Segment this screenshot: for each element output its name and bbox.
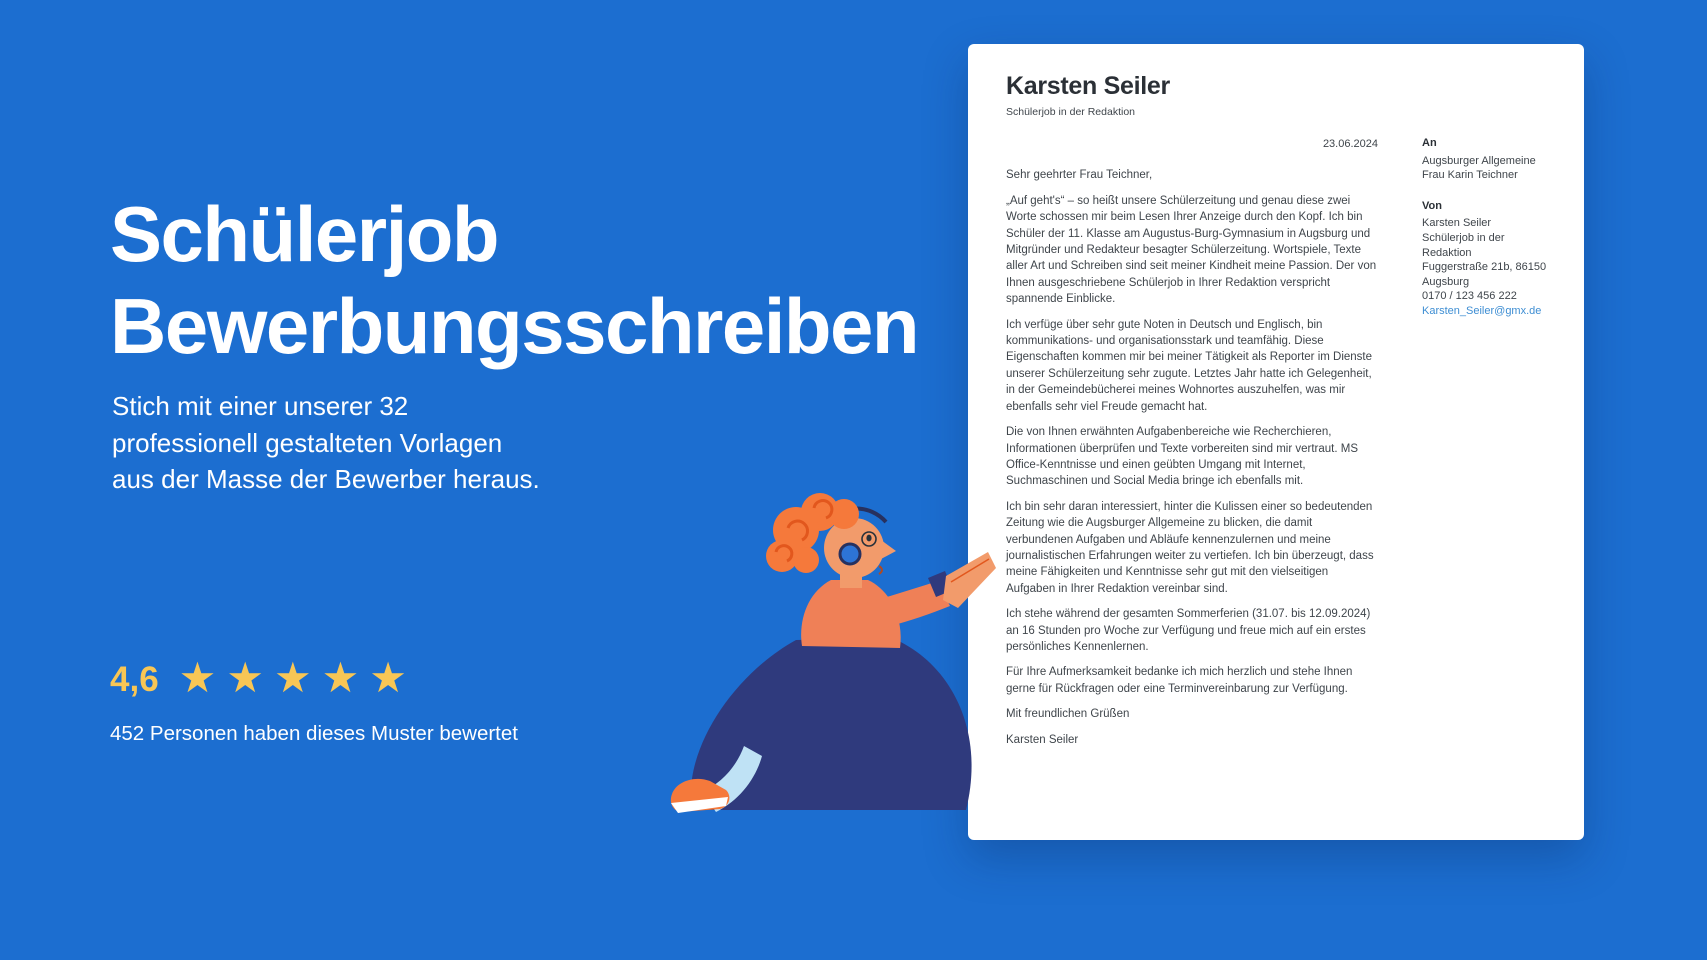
letter-sender-role: Schülerjob in der Redaktion [1006, 106, 1135, 118]
rating [110, 653, 417, 701]
recipient-line: Augsburger Allgemeine [1422, 154, 1536, 167]
sender-line: Schülerjob in der [1422, 231, 1505, 244]
letter-paragraphs [1006, 193, 1378, 697]
letter-signature: Karsten Seiler [1006, 733, 1079, 746]
letter-closing: Mit freundlichen Grüßen [1006, 708, 1130, 721]
person-illustration [648, 478, 1003, 818]
email-link[interactable]: Karsten_Seiler@gmx.de [1422, 304, 1542, 317]
letter-salutation: Sehr geehrter Frau Teichner, [1006, 169, 1153, 182]
letter-preview-card[interactable] [968, 44, 1584, 840]
rating-caption: 452 Personen haben dieses Muster bewertet [110, 722, 518, 745]
hero-subtitle-line: Stich mit einer unserer 32 [112, 391, 409, 421]
sender-line: Karsten Seiler [1422, 217, 1492, 230]
recipient-block [1422, 136, 1557, 183]
sender-line: Redaktion [1422, 246, 1472, 259]
star-icon: ★ [178, 653, 227, 701]
letter-body [1006, 136, 1378, 757]
letter-sidebar [1422, 136, 1557, 335]
hero-subtitle-line: professionell gestalteten Vorlagen [112, 427, 503, 458]
recipient-lines [1422, 154, 1557, 183]
letter-paragraph: Ich bin sehr daran interessiert, hinter die Kulissen einer so bedeutenden Zeitung wie die Augsburger Allgemeine zu blicken, die damit verbundenen Aufgaben und Abläufe kennenzulernen und meine journalistischen Erfahrungen weiter zu vertiefen. Ich bin überzeugt, dass meine Fähigkeiten und Kenntnisse sehr gut mit den vielseitigen Aufgaben in Ihrer Redaktion vereinbar sind. [1006, 500, 1374, 595]
person-illustration-svg [648, 478, 1003, 818]
star-icon: ★ [273, 653, 322, 701]
letter-paragraph: Für Ihre Aufmerksamkeit bedanke ich mich herzlich und stehe Ihnen gerne für Rückfragen oder eine Terminvereinbarung zur Verfügung. [1006, 666, 1353, 695]
sender-line: 0170 / 123 456 222 [1422, 290, 1517, 303]
letter-sender-name: Karsten Seiler [1006, 72, 1170, 100]
recipient-line: Frau Karin Teichner [1422, 169, 1518, 182]
star-rating-icons [178, 653, 417, 701]
letter-paragraph: Ich verfüge über sehr gute Noten in Deutsch und Englisch, bin kommunikations- und organisationsstark und teamfähig. Diese Eigenschaften kommen mir bei meiner Tätigkeit als Reporter im Dienste unserer Schülerzeitung sehr zugute. Letztes Jahr hatte ich Gelegenheit, in der Gemeindebücherei meines Wohnortes auszuhelfen, was mir ebenfalls sehr viel Freude gemacht hat. [1006, 318, 1373, 413]
star-icon: ★ [369, 653, 417, 701]
letter-paragraph: Ich stehe während der gesamten Sommerferien (31.07. bis 12.09.2024) an 16 Stunden pro Woche zur Verfügung und freue mich auf ein erstes persönliches Kennenlernen. [1006, 608, 1371, 653]
hero-subtitle-line: aus der Masse der Bewerber heraus. [112, 464, 540, 494]
page-title-line: Schülerjob [110, 190, 499, 278]
letter-paragraph: „Auf geht's“ – so heißt unsere Schülerzeitung und genau diese zwei Worte schossen mir beim Lesen Ihrer Anzeige durch den Kopf. Ich bin Schüler der 11. Klasse am Augustus-Burg-Gymnasium in Augsburg und Mitgründer und Redakteur besagter Schülerzeitung. Wortspiele, Texte aller Art und Schreiben sind seit meiner Kindheit meine Passion. Der von Ihnen ausgeschriebene Schülerjob in Ihrer Redaktion verspricht spannende Einblicke. [1006, 194, 1377, 306]
sender-line: Fuggerstraße 21b, 86150 [1422, 261, 1547, 274]
sender-block [1422, 199, 1557, 319]
star-icon: ★ [226, 653, 274, 701]
recipient-label: An [1422, 137, 1437, 149]
letter-paragraph: Die von Ihnen erwähnten Aufgabenbereiche wie Recherchieren, Informationen überprüfen und Texte vorbereiten sind mir vertraut. MS Office-Kenntnisse und einen geübten Umgang mit Internet, Suchmaschinen und Social Media bringe ich ebenfalls mit. [1006, 426, 1358, 488]
page-title [110, 188, 918, 372]
rating-score: 4,6 [110, 660, 159, 699]
page-title-line: Bewerbungsschreiben [110, 282, 919, 370]
sender-line: Augsburg [1422, 275, 1470, 288]
sender-label: Von [1422, 199, 1442, 212]
hero-subtitle [112, 388, 540, 498]
sender-lines [1422, 216, 1557, 304]
letter-date: 23.06.2024 [1322, 138, 1378, 150]
star-icon: ★ [321, 653, 370, 701]
